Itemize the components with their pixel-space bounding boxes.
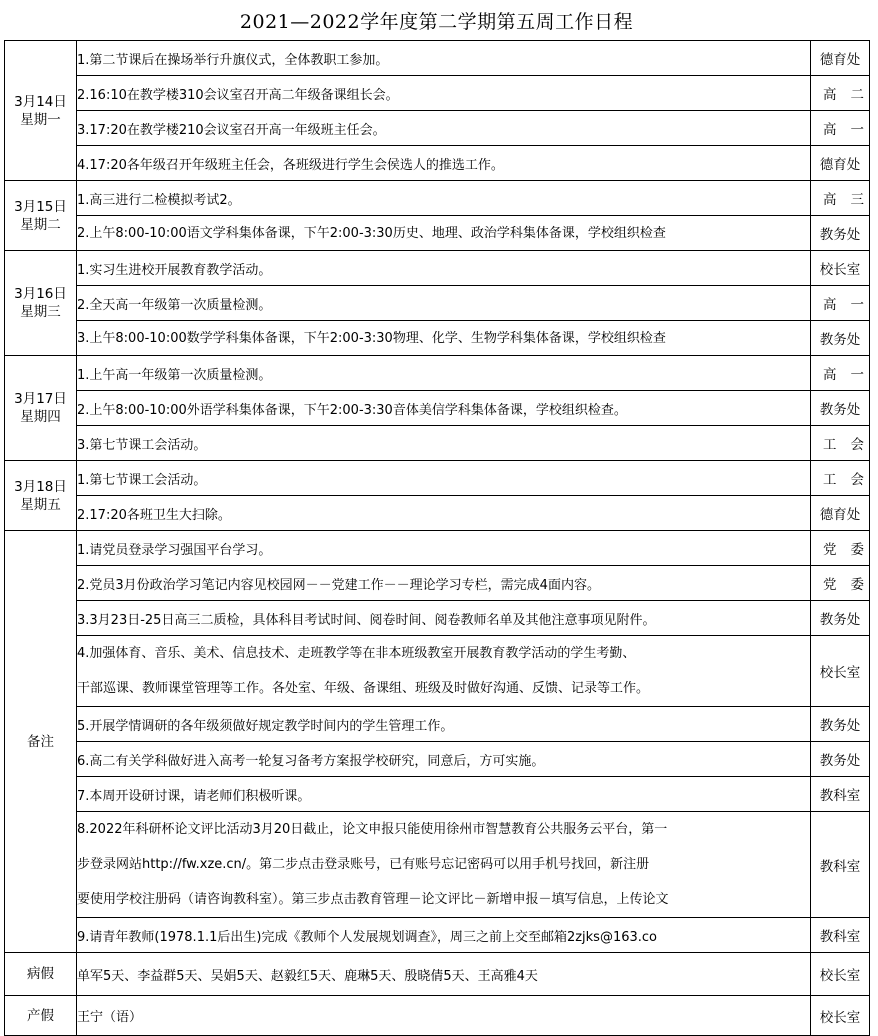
page-title: 2021—2022学年度第二学期第五周工作日程 [239, 10, 634, 33]
day-cell-monday [5, 41, 77, 181]
table-row [5, 531, 870, 566]
schedule-item: 1.第二节课后在操场举行升旗仪式，全体教职工参加。 [77, 41, 811, 76]
schedule-item: 2.上午8:00-10:00语文学科集体备课，下午2:00-3:30历史、地理、政治学科集体备课，学校组织检查 [77, 216, 811, 251]
dept-cell: 党委 [811, 531, 870, 566]
dept-cell: 高三 [811, 181, 870, 216]
note-item: 6.高二有关学科做好进入高考一轮复习备考方案报学校研究，同意后，方可实施。 [77, 742, 811, 777]
day-date: 3月17日 [14, 391, 67, 407]
table-row [5, 76, 870, 111]
dept-cell: 教科室 [811, 918, 870, 953]
day-weekday: 星期一 [20, 111, 61, 128]
dept-cell: 校长室 [811, 636, 870, 707]
day-cell-wednesday [5, 251, 77, 356]
table-row [5, 356, 870, 391]
note-item: 3.3月23日-25日高三二质检，具体科目考试时间、阅卷时间、阅卷教师名单及其他注意事项见附件。 [77, 601, 811, 636]
table-row [5, 391, 870, 426]
sick-leave-text: 单军5天、李益群5天、吴娟5天、赵毅红5天、鹿琳5天、殷晓倩5天、王高雅4天 [77, 953, 811, 996]
schedule-item: 2.16:10在教学楼310会议室召开高二年级备课组长会。 [77, 76, 811, 111]
table-row [5, 496, 870, 531]
table-row [5, 566, 870, 601]
schedule-item: 2.17:20各班卫生大扫除。 [77, 496, 811, 531]
day-cell-tuesday [5, 181, 77, 251]
note-line: 要使用学校注册码（请咨询教科室）。第三步点击教育管理－论文评比－新增申报－填写信息，上传论文 [77, 892, 669, 907]
schedule-item: 3.第七节课工会活动。 [77, 426, 811, 461]
table-row [5, 146, 870, 181]
day-date: 3月15日 [14, 198, 67, 215]
note-line: 干部巡课、教师课堂管理等工作。各处室、年级、备课组、班级及时做好沟通、反馈、记录等工作。 [77, 681, 650, 696]
table-row [5, 321, 870, 356]
note-line: 步登录网站http://fw.xze.cn/。第二步点击登录账号，已有账号忘记密码可以用手机号找回，新注册 [77, 857, 650, 872]
dept-cell: 高一 [811, 111, 870, 146]
dept-cell: 德育处 [811, 496, 870, 531]
dept-cell: 教务处 [811, 321, 870, 356]
table-row [5, 461, 870, 496]
table-row [5, 636, 870, 707]
dept-cell: 德育处 [811, 146, 870, 181]
day-weekday: 星期五 [20, 496, 61, 513]
schedule-item: 2.上午8:00-10:00外语学科集体备课，下午2:00-3:30音体美信学科集体备课，学校组织检查。 [77, 391, 811, 426]
table-row [5, 286, 870, 321]
note-item [77, 636, 811, 707]
table-row [5, 601, 870, 636]
table-row [5, 812, 870, 918]
dept-cell: 教务处 [811, 216, 870, 251]
table-row [5, 251, 870, 286]
schedule-item: 1.实习生进校开展教育教学活动。 [77, 251, 811, 286]
dept-cell: 教务处 [811, 742, 870, 777]
note-item [77, 812, 811, 918]
dept-cell: 工会 [811, 426, 870, 461]
table-row [5, 953, 870, 996]
schedule-item: 3.17:20在教学楼210会议室召开高一年级班主任会。 [77, 111, 811, 146]
dept-cell: 校长室 [811, 996, 870, 1036]
schedule-item: 1.上午高一年级第一次质量检测。 [77, 356, 811, 391]
table-row [5, 426, 870, 461]
table-row [5, 41, 870, 76]
day-weekday: 星期二 [20, 216, 61, 233]
note-item: 7.本周开设研讨课，请老师们积极听课。 [77, 777, 811, 812]
schedule-item: 1.第七节课工会活动。 [77, 461, 811, 496]
dept-cell: 高一 [811, 286, 870, 321]
day-date: 3月16日 [14, 286, 67, 302]
schedule-item: 1.高三进行二检模拟考试2。 [77, 181, 811, 216]
maternity-leave-text: 王宁（语） [77, 996, 811, 1036]
dept-cell: 教科室 [811, 812, 870, 918]
dept-cell: 教科室 [811, 777, 870, 812]
day-weekday: 星期四 [20, 409, 61, 425]
dept-cell: 高一 [811, 356, 870, 391]
note-item: 5.开展学情调研的各年级须做好规定教学时间内的学生管理工作。 [77, 707, 811, 742]
day-cell-friday [5, 461, 77, 531]
schedule-item: 3.上午8:00-10:00数学学科集体备课，下午2:00-3:30物理、化学、生物学科集体备课，学校组织检查 [77, 321, 811, 356]
day-weekday: 星期三 [20, 304, 61, 320]
table-row [5, 742, 870, 777]
table-row [5, 111, 870, 146]
schedule-item: 2.全天高一年级第一次质量检测。 [77, 286, 811, 321]
dept-cell: 工会 [811, 461, 870, 496]
dept-cell: 德育处 [811, 41, 870, 76]
note-line: 4.加强体育、音乐、美术、信息技术、走班教学等在非本班级教室开展教育教学活动的学生考勤、 [77, 646, 636, 661]
dept-cell: 教务处 [811, 601, 870, 636]
dept-cell: 党委 [811, 566, 870, 601]
table-row [5, 181, 870, 216]
table-row [5, 777, 870, 812]
note-item: 2.党员3月份政治学习笔记内容见校园网－－党建工作－－理论学习专栏，需完成4面内容。 [77, 566, 811, 601]
note-item: 9.请青年教师(1978.1.1后出生)完成《教师个人发展规划调查》，周三之前上交至邮箱2zjks@163.co [77, 918, 811, 953]
table-row [5, 707, 870, 742]
table-row [5, 216, 870, 251]
sick-leave-label: 病假 [5, 953, 77, 996]
day-date: 3月18日 [14, 478, 67, 495]
dept-cell: 教务处 [811, 391, 870, 426]
dept-cell: 校长室 [811, 251, 870, 286]
maternity-leave-label: 产假 [5, 996, 77, 1036]
note-item: 1.请党员登录学习强国平台学习。 [77, 531, 811, 566]
day-date: 3月14日 [14, 93, 67, 110]
schedule-item: 4.17:20各年级召开年级班主任会，各班级进行学生会侯选人的推选工作。 [77, 146, 811, 181]
table-row [5, 918, 870, 953]
day-cell-thursday [5, 356, 77, 461]
schedule-table [4, 40, 878, 1036]
dept-cell: 高二 [811, 76, 870, 111]
table-row [5, 996, 870, 1036]
note-line: 8.2022年科研杯论文评比活动3月20日截止，论文申报只能使用徐州市智慧教育公共服务云平台，第一 [77, 822, 668, 837]
notes-label-cell: 备注 [5, 531, 77, 953]
dept-cell: 教务处 [811, 707, 870, 742]
dept-cell: 校长室 [811, 953, 870, 996]
